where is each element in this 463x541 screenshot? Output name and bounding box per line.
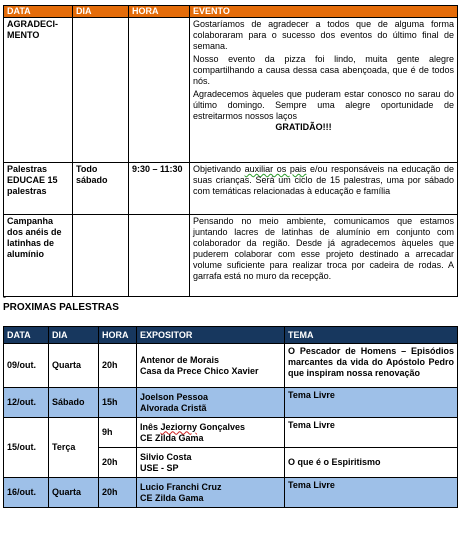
event-row-agradecimento	[4, 18, 458, 163]
speaker-first-name: Inês	[140, 421, 161, 432]
event-description: Pensando no meio ambiente, comunicamos que estamos juntando lacres de latinhas de alumínio em conjunto com colaborador da região. Desde já agradecemos àqueles que puderem colaborar com esse projeto destinado a arrecadar volume suficiente para realizar troca por cadeira de rodas. A garrafa está no muro da recepção.	[190, 215, 458, 297]
lecture-time: 20h	[99, 478, 137, 508]
section-heading: PROXIMAS PALESTRAS	[3, 302, 119, 313]
speaker-center: CE Zilda Gama	[140, 492, 204, 503]
lecture-time: 15h	[99, 388, 137, 418]
speaker-name: Lucio Franchi Cruz	[140, 481, 222, 492]
lecture-row	[4, 418, 458, 448]
event-dia	[73, 215, 129, 297]
event-paragraph: Nosso evento da pizza foi lindo, muita gente alegre compartilhando a causa dessa casa abençoada, que é de todos nós.	[193, 54, 454, 86]
header-data: DATA	[4, 327, 49, 344]
speaker-name	[140, 422, 281, 433]
speaker-last-name: Gonçalves	[197, 421, 246, 432]
speaker-name: Silvio Costa	[140, 451, 192, 462]
lecture-speaker	[137, 388, 285, 418]
header-hora: HORA	[129, 6, 190, 18]
event-description	[190, 18, 458, 163]
header-evento: EVENTO	[190, 6, 458, 18]
event-hora	[129, 18, 190, 163]
lecture-theme: O Pescador de Homens – Episódios marcantes da vida do Apóstolo Pedro que inspiram nossa renovação	[285, 344, 458, 388]
separator-dash: -	[3, 292, 6, 302]
speaker-name: Joelson Pessoa	[140, 391, 209, 402]
event-data: Palestras EDUCAE 15 palestras	[4, 163, 73, 215]
lecture-date: 12/out.	[4, 388, 49, 418]
speaker-center: CE Zilda Gama	[140, 432, 204, 443]
spellcheck-marked-text: Jeziorny	[160, 421, 198, 432]
lecture-time: 20h	[99, 344, 137, 388]
event-paragraph: Gostaríamos de agradecer a todos que de alguma forma colaboraram para o sucesso dos eventos do último final de semana.	[193, 19, 454, 51]
event-dia	[73, 18, 129, 163]
event-hora: 9:30 – 11:30	[129, 163, 190, 215]
lecture-day: Terça	[49, 418, 99, 478]
lectures-header-row	[4, 327, 458, 344]
lecture-date: 16/out.	[4, 478, 49, 508]
header-expositor: EXPOSITOR	[137, 327, 285, 344]
event-dia: Todo sábado	[73, 163, 129, 215]
event-description	[190, 163, 458, 215]
speaker-center: Alvorada Cristã	[140, 402, 207, 413]
event-paragraph: Agradecemos àqueles que puderam estar conosco no sarau do último domingo. Sempre uma alegre oportunidade de estreitarmos nossos laços	[193, 89, 454, 121]
header-tema: TEMA	[285, 327, 458, 344]
lecture-speaker	[137, 478, 285, 508]
header-hora: HORA	[99, 327, 137, 344]
speaker-name: Antenor de Morais	[140, 354, 220, 365]
lectures-table	[3, 326, 458, 508]
speaker-center: Casa da Prece Chico Xavier	[140, 365, 259, 376]
lecture-speaker	[137, 448, 285, 478]
grammar-marked-text: auxiliar os pais	[244, 164, 307, 174]
header-dia: DIA	[73, 6, 129, 18]
event-row-campanha	[4, 215, 458, 297]
gratitude-text: GRATIDÃO!!!	[275, 122, 332, 132]
lecture-row	[4, 388, 458, 418]
event-data: Campanha dos anéis de latinhas de alumínio	[4, 215, 73, 297]
lecture-speaker	[137, 418, 285, 448]
lecture-speaker	[137, 344, 285, 388]
lecture-theme: Tema Livre	[285, 478, 458, 508]
lecture-date: 09/out.	[4, 344, 49, 388]
lecture-time: 9h	[99, 418, 137, 448]
events-table	[3, 5, 458, 297]
lecture-row	[4, 344, 458, 388]
event-row-educae	[4, 163, 458, 215]
lecture-day: Sábado	[49, 388, 99, 418]
speaker-center: USE - SP	[140, 462, 179, 473]
event-text-end: e/ou responsáveis na educação de suas crianças. Será um ciclo de 15 palestras, uma por sábado com temáticas relacionadas à educação e família	[193, 164, 454, 196]
lecture-day: Quarta	[49, 478, 99, 508]
events-header-row	[4, 6, 458, 18]
lecture-date: 15/out.	[4, 418, 49, 478]
event-text-start: Objetivando	[193, 164, 245, 174]
event-data: AGRADECI-MENTO	[4, 18, 73, 163]
lecture-theme: Tema Livre	[285, 418, 458, 448]
event-hora	[129, 215, 190, 297]
lecture-theme: Tema Livre	[285, 388, 458, 418]
header-data: DATA	[4, 6, 73, 18]
lecture-theme: O que é o Espiritismo	[285, 448, 458, 478]
lecture-day: Quarta	[49, 344, 99, 388]
lecture-row	[4, 478, 458, 508]
lecture-time: 20h	[99, 448, 137, 478]
header-dia: DIA	[49, 327, 99, 344]
